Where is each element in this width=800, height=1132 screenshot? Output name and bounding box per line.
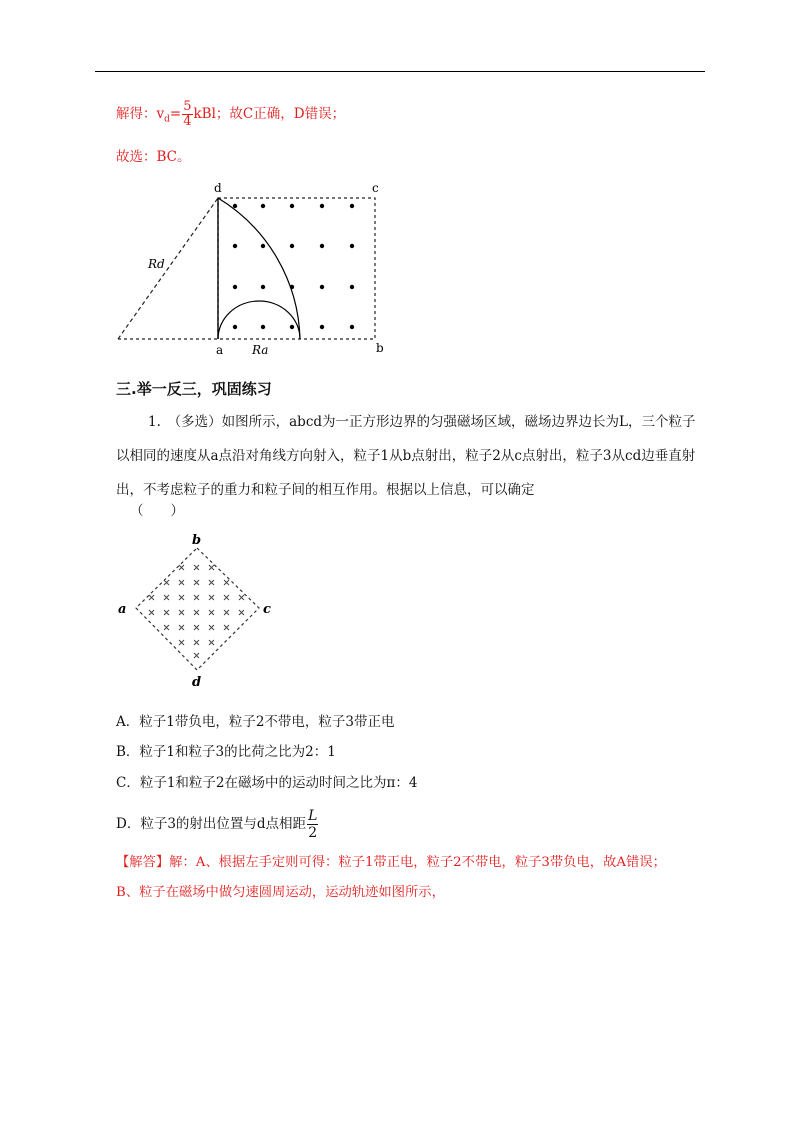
label-b: b xyxy=(376,341,384,355)
diamond-label-a: a xyxy=(118,602,127,617)
analysis-line-1: 【解答】解：A、根据左手定则可得：粒子1带正电，粒子2不带电，粒子3带负电，故A错误； xyxy=(116,855,666,870)
section-heading: 三.举一反三，巩固练习 xyxy=(116,380,272,398)
label-a: a xyxy=(216,343,224,357)
answer-line: 故选：BC。 xyxy=(116,149,191,165)
diamond-label-d: d xyxy=(192,675,202,690)
question-text: 1. （多选）如图所示，abcd为一正方形边界的匀强磁场区域，磁场边界边长为L，三个粒子以相同的速度从a点沿对角线方向射入，粒子1从b点射出，粒子2从c点射出，粒子3从cd边垂直射出，不考虑粒子的重力和粒子间的相互作用。根据以上信息，可以确定 xyxy=(116,414,696,498)
option-a: A．粒子1带负电，粒子2不带电，粒子3带正电 xyxy=(116,714,395,730)
option-b: B．粒子1和粒子3的比荷之比为2：1 xyxy=(116,744,336,760)
label-d: d xyxy=(214,181,222,195)
fraction-five-quarters: $\frac{5}{4}$ xyxy=(183,99,192,129)
fraction-l-over-2: $\frac{L}{2}$ xyxy=(308,808,318,841)
solution-line: 解得：$v_d=$ $\frac{5}{4}$ kBl；故C正确，D错误； xyxy=(116,99,346,129)
trajectory-arc-small xyxy=(218,301,300,339)
trajectory-arc-large xyxy=(218,198,300,339)
radius-rd-line xyxy=(118,198,218,339)
field-dots xyxy=(233,204,354,329)
option-c: C．粒子1和粒子2在磁场中的运动时间之比为π：4 xyxy=(116,775,418,791)
answer-blank: （ ） xyxy=(130,503,184,519)
label-ra: Ra xyxy=(252,343,269,357)
label-rd: Rd xyxy=(148,257,165,271)
diamond-label-b: b xyxy=(192,533,202,548)
analysis-line-2: B、粒子在磁场中做匀速圆周运动，运动轨迹如图所示， xyxy=(116,885,445,900)
option-d: D．粒子3的射出位置与d点相距 $\frac{L}{2}$ xyxy=(116,808,318,841)
diamond-label-c: c xyxy=(263,602,271,617)
label-c: c xyxy=(372,181,379,195)
dashed-boundary xyxy=(218,198,375,339)
